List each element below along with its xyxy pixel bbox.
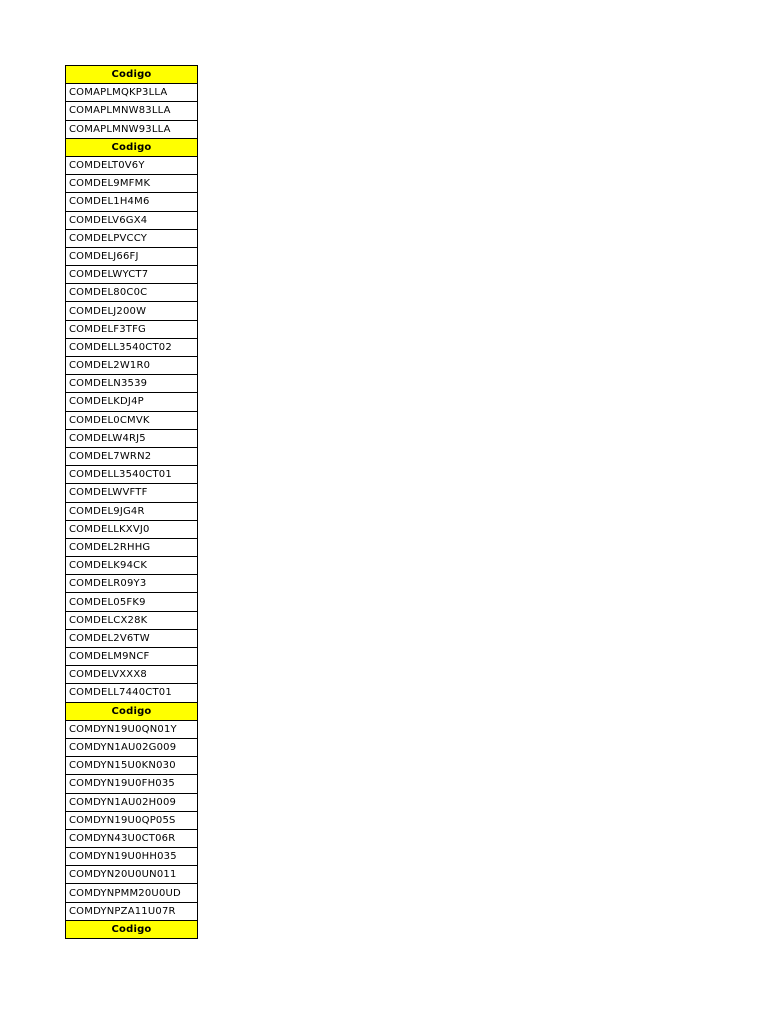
code-cell[interactable]: COMDELF3TFG [66,320,198,338]
table-row [66,484,198,502]
table-row [66,684,198,702]
code-cell[interactable]: COMDYNPZA11U07R [66,902,198,920]
table-row [66,575,198,593]
table-row [66,520,198,538]
table-row [66,247,198,265]
header-row [66,920,198,938]
table-row [66,320,198,338]
code-cell[interactable]: COMAPLMQKP3LLA [66,84,198,102]
table-row [66,193,198,211]
codigo-table-body [66,66,198,939]
code-cell[interactable]: COMDYN19U0QN01Y [66,720,198,738]
table-row [66,429,198,447]
column-header-codigo[interactable]: Codigo [66,138,198,156]
code-cell[interactable]: COMDELKDJ4P [66,393,198,411]
table-row [66,848,198,866]
column-header-codigo[interactable]: Codigo [66,66,198,84]
table-row [66,775,198,793]
table-row [66,611,198,629]
table-row [66,466,198,484]
code-cell[interactable]: COMDYN15U0KN030 [66,757,198,775]
code-cell[interactable]: COMDEL05FK9 [66,593,198,611]
header-row [66,702,198,720]
header-row [66,66,198,84]
code-cell[interactable]: COMDEL1H4M6 [66,193,198,211]
table-row [66,102,198,120]
table-row [66,284,198,302]
table-row [66,866,198,884]
code-cell[interactable]: COMDELM9NCF [66,648,198,666]
table-row [66,648,198,666]
table-row [66,884,198,902]
code-cell[interactable]: COMDELJ200W [66,302,198,320]
code-cell[interactable]: COMDYN1AU02G009 [66,738,198,756]
table-row [66,375,198,393]
column-header-codigo[interactable]: Codigo [66,920,198,938]
table-row [66,393,198,411]
table-row [66,593,198,611]
code-cell[interactable]: COMDYN20U0UN011 [66,866,198,884]
table-row [66,720,198,738]
header-row [66,138,198,156]
code-cell[interactable]: COMDEL2W1R0 [66,357,198,375]
table-row [66,411,198,429]
code-cell[interactable]: COMDELWVFTF [66,484,198,502]
code-cell[interactable]: COMDELR09Y3 [66,575,198,593]
code-cell[interactable]: COMDEL0CMVK [66,411,198,429]
table-row [66,357,198,375]
table-row [66,757,198,775]
table-row [66,629,198,647]
code-cell[interactable]: COMDYN19U0HH035 [66,848,198,866]
table-row [66,175,198,193]
table-row [66,829,198,847]
code-cell[interactable]: COMDELL7440CT01 [66,684,198,702]
code-cell[interactable]: COMDEL9MFMK [66,175,198,193]
table-row [66,902,198,920]
code-cell[interactable]: COMDYN19U0FH035 [66,775,198,793]
code-cell[interactable]: COMDYN1AU02H009 [66,793,198,811]
code-cell[interactable]: COMDELWYCT7 [66,266,198,284]
code-cell[interactable]: COMDELK94CK [66,557,198,575]
table-row [66,793,198,811]
code-cell[interactable]: COMDELVXXX8 [66,666,198,684]
code-cell[interactable]: COMDELV6GX4 [66,211,198,229]
code-cell[interactable]: COMDEL2RHHG [66,538,198,556]
table-row [66,266,198,284]
code-cell[interactable]: COMDELJ66FJ [66,247,198,265]
code-cell[interactable]: COMDELW4RJ5 [66,429,198,447]
table-row [66,811,198,829]
code-cell[interactable]: COMDEL80C0C [66,284,198,302]
table-row [66,538,198,556]
code-cell[interactable]: COMDELCX28K [66,611,198,629]
table-row [66,84,198,102]
code-cell[interactable]: COMDELL3540CT01 [66,466,198,484]
table-row [66,557,198,575]
code-cell[interactable]: COMAPLMNW83LLA [66,102,198,120]
codigo-table [65,65,198,939]
code-cell[interactable]: COMDEL7WRN2 [66,447,198,465]
table-row [66,211,198,229]
code-cell[interactable]: COMDELL3540CT02 [66,338,198,356]
table-row [66,120,198,138]
code-cell[interactable]: COMDEL2V6TW [66,629,198,647]
table-row [66,302,198,320]
code-cell[interactable]: COMDELPVCCY [66,229,198,247]
table-row [66,229,198,247]
table-row [66,738,198,756]
code-cell[interactable]: COMDELLKXVJ0 [66,520,198,538]
code-cell[interactable]: COMDEL9JG4R [66,502,198,520]
code-cell[interactable]: COMDYNPMM20U0UD [66,884,198,902]
table-row [66,338,198,356]
table-row [66,666,198,684]
column-header-codigo[interactable]: Codigo [66,702,198,720]
code-cell[interactable]: COMDELT0V6Y [66,156,198,174]
table-row [66,502,198,520]
code-cell[interactable]: COMAPLMNW93LLA [66,120,198,138]
table-row [66,447,198,465]
code-cell[interactable]: COMDYN43U0CT06R [66,829,198,847]
table-row [66,156,198,174]
code-cell[interactable]: COMDYN19U0QP05S [66,811,198,829]
code-cell[interactable]: COMDELN3539 [66,375,198,393]
